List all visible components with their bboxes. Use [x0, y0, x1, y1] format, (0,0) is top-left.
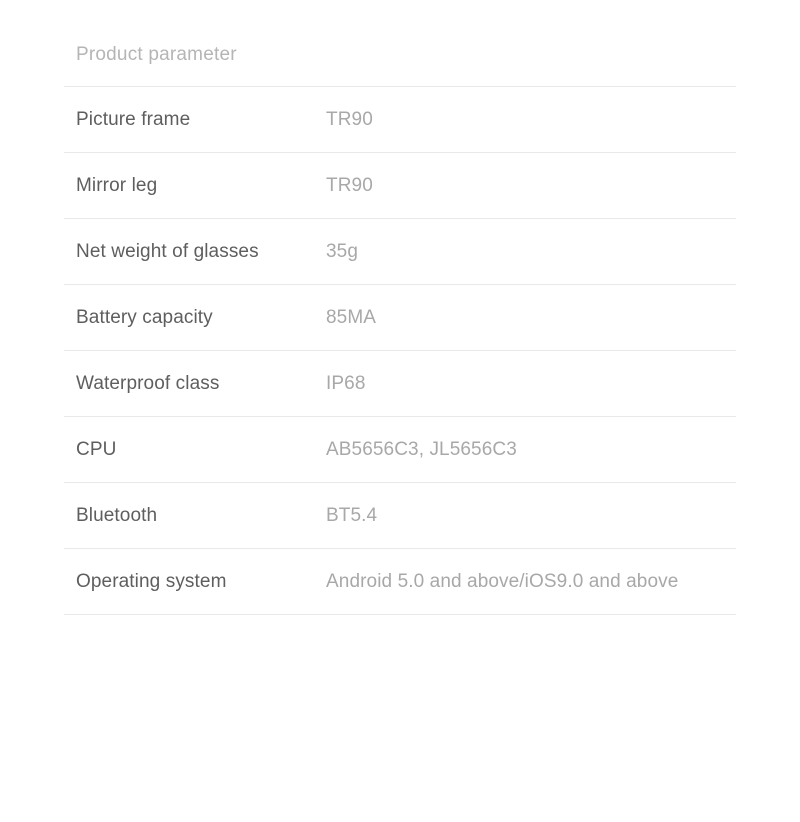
parameter-label: Picture frame [76, 109, 191, 130]
parameter-label: Operating system [76, 571, 227, 592]
parameter-label: Battery capacity [76, 307, 213, 328]
product-parameter-table [64, 86, 736, 615]
parameter-value: IP68 [326, 373, 366, 394]
table-row [64, 417, 736, 483]
table-row [64, 351, 736, 417]
parameter-value: BT5.4 [326, 505, 378, 526]
parameter-value: 35g [326, 241, 359, 262]
parameter-value: TR90 [326, 109, 373, 130]
table-body [64, 87, 736, 615]
section-title: Product parameter [76, 44, 237, 65]
table-row [64, 87, 736, 153]
parameter-label: Bluetooth [76, 505, 158, 526]
table-row [64, 153, 736, 219]
parameter-value: 85MA [326, 307, 377, 328]
parameter-value: Android 5.0 and above/iOS9.0 and above [326, 571, 679, 592]
table-row [64, 219, 736, 285]
parameter-value: TR90 [326, 175, 373, 196]
parameter-value: AB5656C3, JL5656C3 [326, 439, 517, 460]
parameter-label: Mirror leg [76, 175, 158, 196]
table-row [64, 483, 736, 549]
parameter-label: Net weight of glasses [76, 241, 259, 262]
parameter-label: CPU [76, 439, 117, 460]
table-row [64, 285, 736, 351]
table-row [64, 549, 736, 615]
parameter-label: Waterproof class [76, 373, 220, 394]
